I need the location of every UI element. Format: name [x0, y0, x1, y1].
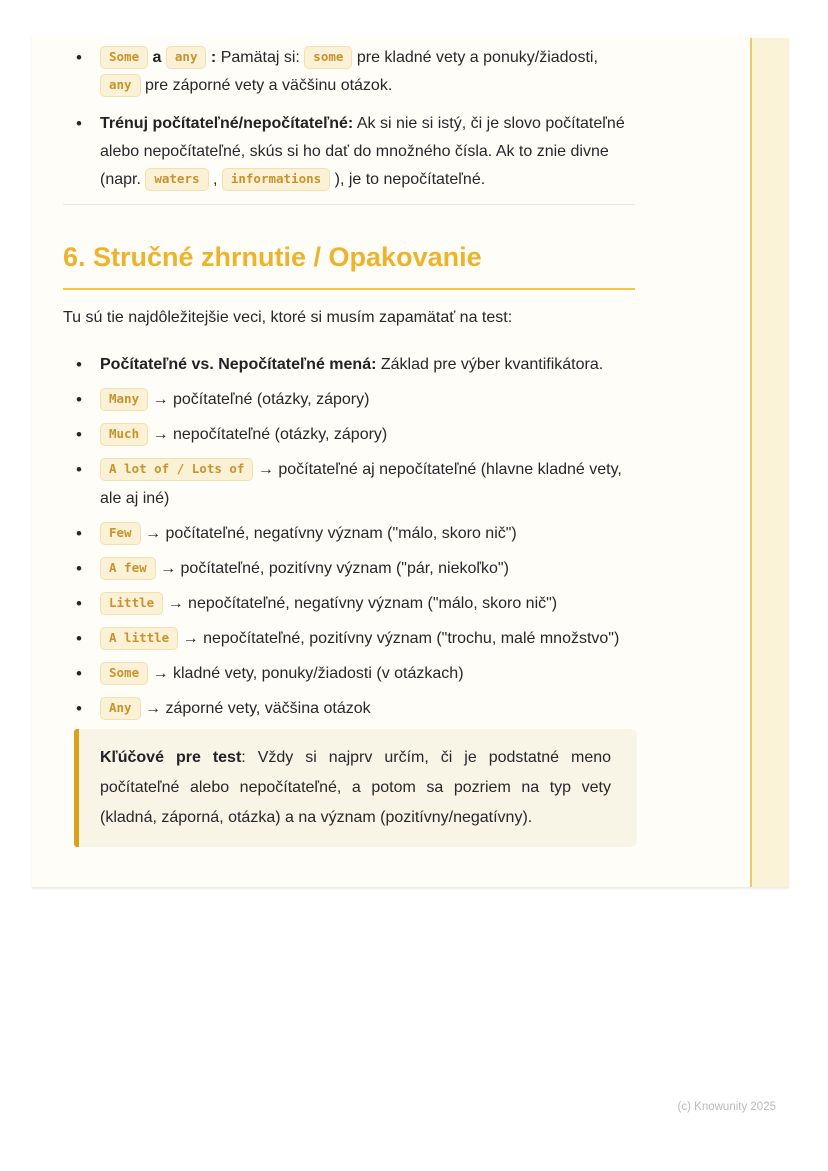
- key-callout-box: [74, 729, 637, 847]
- code-badge: Any: [100, 697, 141, 720]
- list-item: [63, 659, 635, 688]
- text-run: → počítateľné, pozitívny význam ("pár, niekoľko"): [155, 560, 509, 577]
- summary-list: [63, 350, 635, 723]
- callout-text: [100, 743, 611, 833]
- text-run: pre kladné vety a ponuky/žiadosti,: [352, 49, 598, 66]
- bold-text-run: Trénuj počítateľné/nepočítateľné:: [100, 115, 354, 132]
- list-item: [63, 385, 635, 414]
- code-badge: any: [100, 74, 141, 97]
- page-content: [63, 36, 635, 847]
- code-badge: Many: [100, 388, 148, 411]
- list-item: [63, 694, 635, 723]
- list-item: [63, 420, 635, 449]
- code-badge: A few: [100, 557, 156, 580]
- code-badge: A lot of / Lots of: [100, 458, 253, 481]
- text-run: : Vždy si najprv určím, či je podstatné meno počítateľné alebo nepočítateľné, a potom sa pozriem na typ vety (kladná, záporná, otázka) a na význam (pozitívny/negatívny).: [100, 749, 612, 826]
- text-run: Pamätaj si:: [216, 49, 305, 66]
- text-run: → kladné vety, ponuky/žiadosti (v otázkach): [148, 665, 464, 682]
- bold-text-run: Kľúčové pre test: [100, 749, 242, 766]
- text-run: → počítateľné, negatívny význam ("málo, skoro nič"): [140, 525, 517, 542]
- text-run: Ak si nie si istý, či je slovo počítateľné alebo nepočítateľné, skús si ho dať do množného čísla. Ak to znie divne (napr.: [100, 115, 625, 188]
- text-run: Základ pre výber kvantifikátora.: [376, 356, 604, 373]
- list-item: [63, 624, 635, 653]
- list-item: [63, 44, 635, 100]
- text-run: → počítateľné (otázky, zápory): [148, 391, 370, 408]
- list-item: [63, 455, 635, 513]
- code-badge: Little: [100, 592, 163, 615]
- code-badge: informations: [222, 168, 330, 191]
- text-run: → záporné vety, väčšina otázok: [140, 700, 371, 717]
- bold-text-run: Počítateľné vs. Nepočítateľné mená:: [100, 356, 377, 373]
- code-badge: some: [304, 46, 352, 69]
- section-intro-text: Tu sú tie najdôležitejšie veci, ktoré si musím zapamätať na test:: [63, 309, 513, 326]
- document-page-card: [32, 36, 789, 888]
- code-badge: Much: [100, 423, 148, 446]
- bold-text-run: :: [206, 49, 217, 66]
- code-badge: waters: [145, 168, 208, 191]
- text-run: pre záporné vety a väčšinu otázok.: [140, 77, 393, 94]
- code-badge: Few: [100, 522, 141, 545]
- section-heading: 6. Stručné zhrnutie / Opakovanie: [63, 241, 635, 290]
- next-page-edge-strip: [750, 38, 789, 887]
- list-item: [63, 350, 635, 379]
- bold-text-run: a: [148, 49, 166, 66]
- code-badge: A little: [100, 627, 178, 650]
- text-run: → nepočítateľné, pozitívny význam ("trochu, malé množstvo"): [178, 630, 620, 647]
- text-run: → počítateľné aj nepočítateľné (hlavne kladné vety, ale aj iné): [100, 461, 622, 507]
- list-item: [63, 110, 635, 194]
- list-item: [63, 519, 635, 548]
- code-badge: any: [166, 46, 207, 69]
- section-divider: [63, 204, 635, 205]
- copyright-note: (c) Knowunity 2025: [677, 1101, 776, 1113]
- text-run: → nepočítateľné (otázky, zápory): [148, 426, 388, 443]
- list-item: [63, 589, 635, 618]
- tips-list: [63, 44, 635, 194]
- code-badge: Some: [100, 662, 148, 685]
- text-run: ), je to nepočítateľné.: [330, 171, 486, 188]
- text-run: → nepočítateľné, negatívny význam ("málo, skoro nič"): [163, 595, 558, 612]
- list-item: [63, 554, 635, 583]
- text-run: ,: [208, 171, 222, 188]
- code-badge: Some: [100, 46, 148, 69]
